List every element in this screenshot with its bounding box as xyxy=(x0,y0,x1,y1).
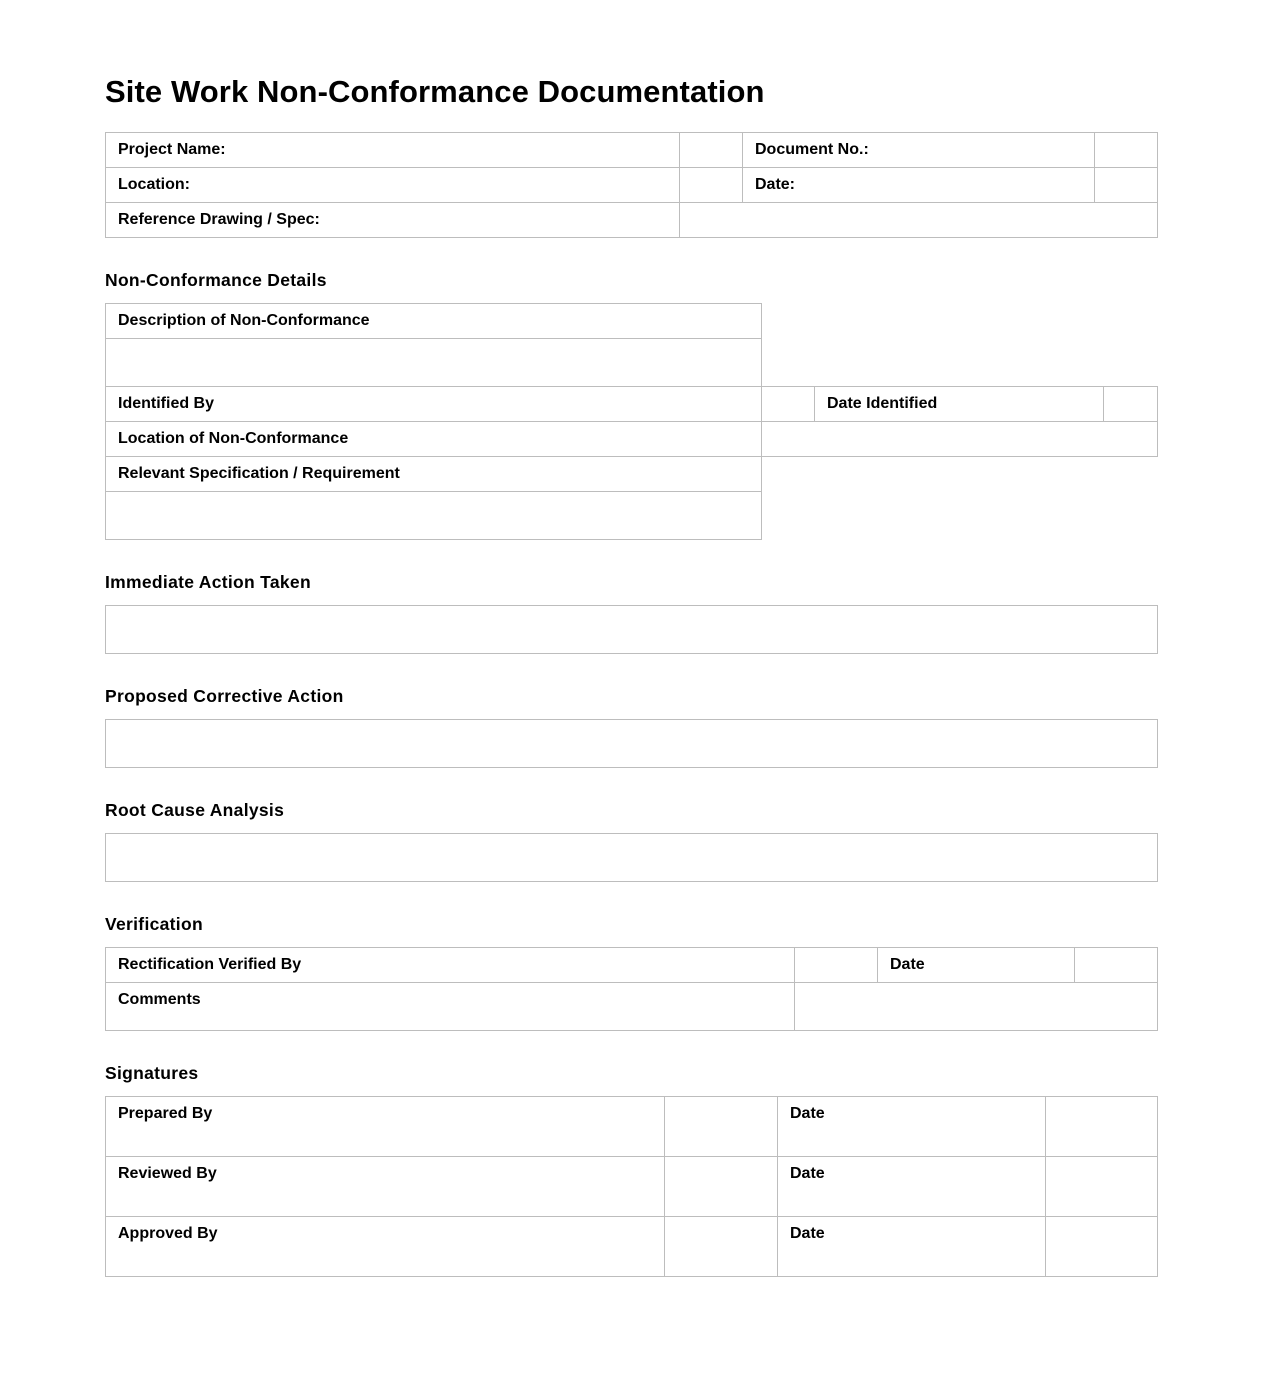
root-cause-field[interactable] xyxy=(105,833,1158,882)
date-field[interactable] xyxy=(1094,167,1158,203)
identified-by-label-cell xyxy=(105,386,762,422)
verification-date-label-cell xyxy=(877,947,1075,983)
comments-label: Comments xyxy=(118,991,201,1008)
date-identified-label: Date Identified xyxy=(827,395,938,412)
location-label-cell xyxy=(105,167,680,203)
location-label: Location: xyxy=(118,176,190,193)
verified-by-label-cell xyxy=(105,947,795,983)
verified-by-field[interactable] xyxy=(794,947,878,983)
immediate-action-heading: Immediate Action Taken xyxy=(105,572,311,592)
prepared-by-signature-field[interactable] xyxy=(664,1096,778,1157)
project-name-label-cell xyxy=(105,132,680,168)
approved-by-label: Approved By xyxy=(118,1225,218,1242)
date-label-cell xyxy=(742,167,1095,203)
immediate-action-field[interactable] xyxy=(105,605,1158,654)
reviewed-by-signature-field[interactable] xyxy=(664,1156,778,1217)
description-label-cell xyxy=(105,303,762,339)
identified-by-field[interactable] xyxy=(761,386,815,422)
verification-date-label: Date xyxy=(890,956,925,973)
relevant-spec-label: Relevant Specification / Requirement xyxy=(118,465,400,482)
comments-field[interactable] xyxy=(794,982,1158,1031)
reviewed-date-label-cell xyxy=(777,1156,1046,1217)
approved-by-label-cell xyxy=(105,1216,665,1277)
page-title: Site Work Non-Conformance Documentation xyxy=(105,74,765,109)
prepared-by-label: Prepared By xyxy=(118,1105,213,1122)
project-name-label: Project Name: xyxy=(118,141,226,158)
location-field[interactable] xyxy=(679,167,743,203)
approved-date-label-cell xyxy=(777,1216,1046,1277)
signatures-heading: Signatures xyxy=(105,1063,199,1083)
description-field[interactable] xyxy=(105,338,762,387)
reviewed-by-label-cell xyxy=(105,1156,665,1217)
verification-heading: Verification xyxy=(105,914,203,934)
document-no-label: Document No.: xyxy=(755,141,869,158)
identified-by-label: Identified By xyxy=(118,395,215,412)
nc-location-field[interactable] xyxy=(761,421,1158,457)
reviewed-date-field[interactable] xyxy=(1045,1156,1158,1217)
verification-date-field[interactable] xyxy=(1074,947,1158,983)
date-label: Date: xyxy=(755,176,796,193)
prepared-date-label: Date xyxy=(790,1105,825,1122)
approved-date-field[interactable] xyxy=(1045,1216,1158,1277)
date-identified-field[interactable] xyxy=(1103,386,1158,422)
description-label: Description of Non-Conformance xyxy=(118,312,370,329)
corrective-action-field[interactable] xyxy=(105,719,1158,768)
document-no-field[interactable] xyxy=(1094,132,1158,168)
root-cause-heading: Root Cause Analysis xyxy=(105,800,285,820)
prepared-date-label-cell xyxy=(777,1096,1046,1157)
nc-details-heading: Non-Conformance Details xyxy=(105,270,327,290)
approved-by-signature-field[interactable] xyxy=(664,1216,778,1277)
approved-date-label: Date xyxy=(790,1225,825,1242)
nc-location-label: Location of Non-Conformance xyxy=(118,430,349,447)
reference-label-cell xyxy=(105,202,680,238)
nc-location-label-cell xyxy=(105,421,762,457)
reviewed-date-label: Date xyxy=(790,1165,825,1182)
reference-drawing-field[interactable] xyxy=(679,202,1158,238)
verified-by-label: Rectification Verified By xyxy=(118,956,302,973)
prepared-by-label-cell xyxy=(105,1096,665,1157)
reference-drawing-label: Reference Drawing / Spec: xyxy=(118,211,320,228)
reviewed-by-label: Reviewed By xyxy=(118,1165,217,1182)
comments-label-cell xyxy=(105,982,795,1031)
prepared-date-field[interactable] xyxy=(1045,1096,1158,1157)
project-name-field[interactable] xyxy=(679,132,743,168)
spec-label-cell xyxy=(105,456,762,492)
corrective-action-heading: Proposed Corrective Action xyxy=(105,686,344,706)
document-no-label-cell xyxy=(742,132,1095,168)
date-identified-label-cell xyxy=(814,386,1104,422)
relevant-spec-field[interactable] xyxy=(105,491,762,540)
